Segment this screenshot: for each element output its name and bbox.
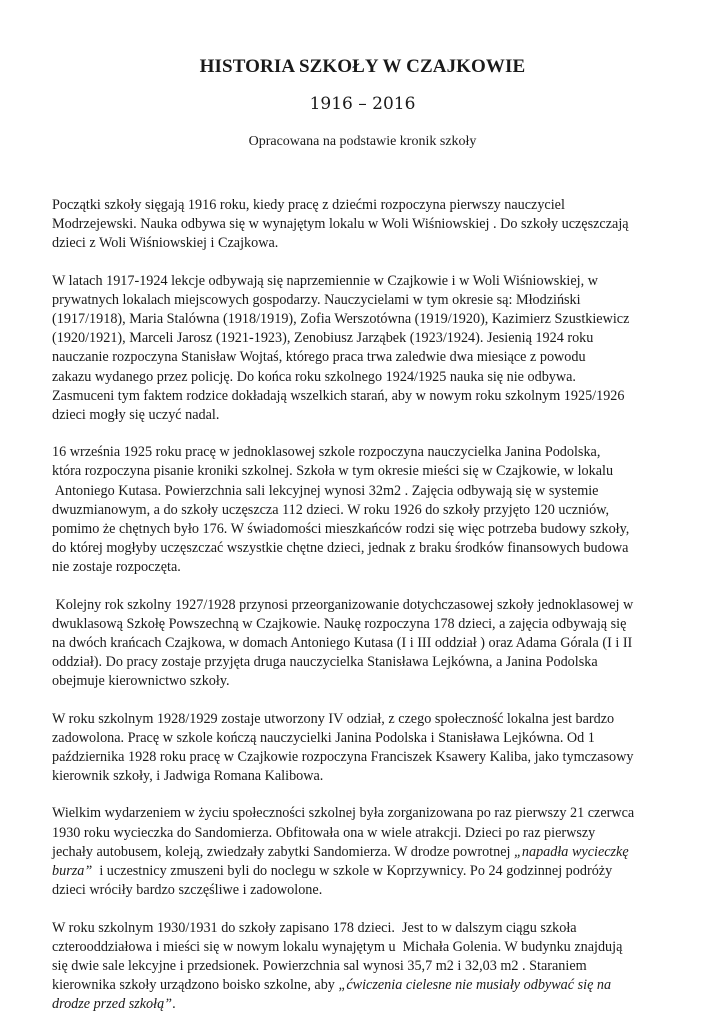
text-line xyxy=(52,976,678,995)
paragraph-1930-1931 xyxy=(52,919,678,1015)
text-segment: i uczestnicy zmuszeni byli do noclegu w szkole w Koprzywnicy. Po 24 godzinnej podróży xyxy=(92,863,613,880)
document-years: 1916 – 2016 xyxy=(309,94,416,114)
text-line: (1917/1918), Maria Stalówna (1918/1919), Zofia Werszotówna (1919/1920), Kazimierz Szustkiewicz xyxy=(52,311,630,328)
quote-text: drodze przed szkołą” xyxy=(52,996,173,1013)
text-line: Modrzejewski. Nauka odbywa się w wynajętym lokalu w Woli Wiśniowskiej . Do szkoły uczęszczają xyxy=(52,216,629,233)
quote-text: burza” xyxy=(52,863,93,880)
text-line: dzieci wróciły bardzo szczęśliwe i zadowolone. xyxy=(52,882,323,899)
text-line xyxy=(52,843,678,862)
text-line: 16 września 1925 roku pracę w jednoklasowej szkole rozpoczyna nauczycielka Janina Podolska, xyxy=(52,444,601,461)
text-line: dzieci z Woli Wiśniowskiej i Czajkowa. xyxy=(52,235,279,252)
text-line: zadowolona. Pracę w szkole kończą nauczycielki Janina Podolska i Stanisława Lejkówna. Od 1 xyxy=(52,729,595,746)
text-segment: kierownika szkoły urządzono boisko szkolne, aby xyxy=(52,977,339,994)
text-line: W roku szkolnym 1930/1931 do szkoły zapisano 178 dzieci. Jest to w dalszym ciągu szkoła xyxy=(52,919,577,936)
document-title: HISTORIA SZKOŁY W CZAJKOWIE xyxy=(199,56,526,77)
text-line: pomimo że chętnych było 176. W świadomości mieszkańców rodzi się więc potrzeba budowy szkoły, xyxy=(52,521,630,538)
document-subtitle: Opracowana na podstawie kronik szkoły xyxy=(248,134,477,149)
text-line: Wielkim wydarzeniem w życiu społeczności szkolnej była zorganizowana po raz pierwszy 21 czerwca xyxy=(52,805,635,822)
text-line: Antoniego Kutasa. Powierzchnia sali lekcyjnej wynosi 32m2 . Zajęcia odbywają się w systemie xyxy=(52,482,599,499)
text-line: Początki szkoły sięgają 1916 roku, kiedy pracę z dziećmi rozpoczyna pierwszy nauczyciel xyxy=(52,197,565,213)
text-line: października 1928 roku pracę w Czajkowie rozpoczyna Franciszek Ksawery Kaliba, jako tymczasowy xyxy=(52,749,634,766)
text-line: W latach 1917-1924 lekcje odbywają się naprzemiennie w Czajkowie i w Woli Wiśniowskiej, w xyxy=(52,272,598,289)
paragraph-origins xyxy=(52,196,678,254)
paragraph-1925 xyxy=(52,443,678,577)
text-line: nauczanie rozpoczyna Stanisław Wojtaś, którego praca trwa zaledwie dwa miesiące z powodu xyxy=(52,349,586,366)
text-line: dwuzmianowym, a do szkoły uczęszcza 112 dzieci. W roku 1926 do szkoły przyjęto 120 uczniów, xyxy=(52,501,610,518)
text-segment: . xyxy=(172,996,176,1013)
text-line: obejmuje kierownictwo szkoły. xyxy=(52,673,230,690)
text-line xyxy=(52,995,678,1014)
text-line xyxy=(52,862,678,881)
text-line: nie zostaje rozpoczęta. xyxy=(52,559,181,576)
quote-text: „napadła wycieczkę xyxy=(514,843,629,860)
text-line: W roku szkolnym 1928/1929 zostaje utworzony IV odział, z czego społeczność lokalna jest bardzo xyxy=(52,710,615,727)
document-body xyxy=(52,196,678,1033)
paragraph-1917-1924 xyxy=(52,272,678,426)
text-line: czterooddziałowa i mieści się w nowym lokalu wynajętym u Michała Golenia. W budynku znajdują xyxy=(52,938,623,955)
paragraph-1927-1928 xyxy=(52,596,678,692)
text-line: się dwie sale lekcyjne i przedsionek. Powierzchnia sal wynosi 35,7 m2 i 32,03 m2 . Staraniem xyxy=(52,957,587,974)
text-line: prywatnych lokalach miejscowych gospodarzy. Nauczycielami w tym okresie są: Młodziński xyxy=(52,291,581,308)
text-line: do której mogłyby uczęszczać wszystkie chętne dzieci, jednak z braku środków finansowych budowa xyxy=(52,540,629,557)
paragraph-1928-1929 xyxy=(52,710,678,787)
text-line: dzieci mogły się uczyć nadal. xyxy=(52,407,220,424)
text-line: na dwóch krańcach Czajkowa, w domach Antoniego Kutasa (I i III oddział ) oraz Adama Górala (I i II xyxy=(52,635,633,652)
text-line: oddział). Do pracy zostaje przyjęta druga nauczycielka Stanisława Lejkówna, a Janina Podolska xyxy=(52,654,598,671)
text-segment: jechały autobusem, koleją, zwiedzały zabytki Sandomierza. W drodze powrotnej xyxy=(52,843,514,860)
text-line: Kolejny rok szkolny 1927/1928 przynosi przeorganizowanie dotychczasowej szkoły jednoklasowej w xyxy=(52,596,634,613)
text-line: zakazu wydanego przez policję. Do końca roku szkolnego 1924/1925 nauka się nie odbywa. xyxy=(52,368,576,385)
text-line: dwuklasową Szkołę Powszechną w Czajkowie. Naukę rozpoczyna 178 dzieci, a zajęcia odbywają się xyxy=(52,615,627,632)
text-line: (1920/1921), Marceli Jarosz (1921-1923), Zenobiusz Jarząbek (1923/1924). Jesienią 1924 roku xyxy=(52,330,594,347)
quote-text: „ćwiczenia cielesne nie musiały odbywać się na xyxy=(338,977,612,994)
text-line: 1930 roku wycieczka do Sandomierza. Obfitowała ona w wiele atrakcji. Dzieci po raz pierwszy xyxy=(52,824,596,841)
text-line: Zasmuceni tym faktem rodzice dokładają wszelkich starań, aby w nowym roku szkolnym 1925/1926 xyxy=(52,387,625,404)
text-line: która rozpoczyna pisanie kroniki szkolnej. Szkoła w tym okresie mieści się w Czajkowie, w lokalu xyxy=(52,463,614,480)
paragraph-trip-1930 xyxy=(52,804,678,900)
text-line: kierownik szkoły, i Jadwiga Romana Kalibowa. xyxy=(52,768,324,785)
